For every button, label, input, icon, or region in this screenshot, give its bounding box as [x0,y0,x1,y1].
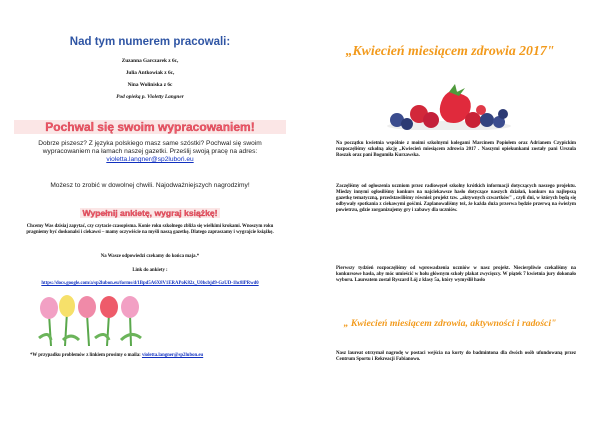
article-paragraph: Pierwszy tydzień rozpoczęliśmy od wprowadzenia uczniów w nasz projekt. Niecierpliwie czekaliśmy na konkursowe hasła, aby móc umieścić w holu głównym szkoły plakat zwycięzcy. W piątek 7 kwietnia jury dokonało wyboru. Laureatem został Ryszard Łój z klasy 5a, który wymyślił hasło [336,266,576,284]
essay-text: Dobrze piszesz? Z języka polskiego masz same szóstki? Pochwal się swoim wypracowaniem na łamach naszej gazetki. Prześlij swoją pracę na adres: [38,140,262,156]
staff-name: Nina Woliniska z 6c [127,82,173,88]
berries-image [385,80,513,130]
staff-name: Zuzanna Garczarek z 6c, [121,58,179,64]
article-paragraph: Na początku kwietnia wspólnie z moimi szkolnymi kolegami Marcinem Popiołem oraz Adrianem Czypickim rozpoczęliśmy szkolną akcję „Kwiecień miesiącem zdrowia 2017 . Naszymi opiekunkami zostały pani Urszula Roszak oraz pani Bogumiła Kurzawska. [336,141,576,159]
footnote-text: *W przypadku problemów z linkiem prosimy o maila: [30,353,141,358]
reward-text: Możesz to zrobić w dowolnej chwili. Najodważniejszych nagrodzimy! [50,182,250,189]
survey-banner: Wypełnij ankietę, wygraj książkę! [80,208,220,218]
slogan-title: „ Kwiecień miesiącem zdrowia, aktywności i radości" [343,318,557,329]
footnote-email-link[interactable]: violetta.langner@sp2lubon.eu [141,353,204,358]
survey-deadline: Na Wasze odpowiedzi czekamy do końca maja.* [100,254,200,259]
supervisor: Pod opieką p. Violetty Langner [116,94,184,100]
essay-paragraph [20,140,280,165]
article-paragraph: Nasz laureat otrzymał nagrodę w postaci wejścia na korty do badmintona dla dwóch osób ufundowaną przez Centrum Sportu i Rekreacji Fabianowo. [336,351,576,363]
email-link[interactable]: violetta.langner@sp2luboń.eu [106,156,194,164]
survey-link[interactable]: https://docs.google.com/a/sp2lubon.eu/forms/d/1Bpd5A6X8V1ERAPoK82z_U0bcbjd9-GzUD-1hc8lPRwd0 [41,281,259,286]
article-title: „Kwiecień miesiącem zdrowia 2017" [345,43,555,58]
survey-text: Chcemy Was dzisiaj zapytać, czy czytacie czasopisma. Konie roku szkolnego zbliża się wielkimi krokami. Wnoszym roku pragniemy być doskonalsi i ciekawsi – mamy oczywiście na myśli naszą gazetkę. Dlatego zapraszamy i wygrajcie książkę. [26,224,274,235]
essay-banner: Pochwal się swoim wypracowaniem! [14,120,286,134]
staff-name: Julia Antkowiak z 6c, [125,70,175,76]
article-paragraph: Zaczęliśmy od ogłoszenia uczniom przez radiowęzeł szkolny krótkich informacji dotyczących naszego projektu. Miedzy innymi ogłosiliśmy konkurs na najciekawsze hasło dotyczące naszych działań, konkurs na najlepszą gazetkę tematyczną, przedstawiliśmy również projekt tzw. „aktywnych czwartków" , czyli dni, w których będą się odbywały spotkania z ciekawymi gośćmi. Zaplanowaliśmy też, że każda duża przerwa będzie przerwą na świeżym powietrzu, gdzie zorganizujemy gry i zabawy dla uczniów. [336,184,576,214]
survey-link-label: Link do ankiety : [132,268,168,273]
flowers-illustration [35,294,147,346]
footnote [30,353,290,358]
credits-title: Nad tym numerem pracowali: [69,36,231,48]
